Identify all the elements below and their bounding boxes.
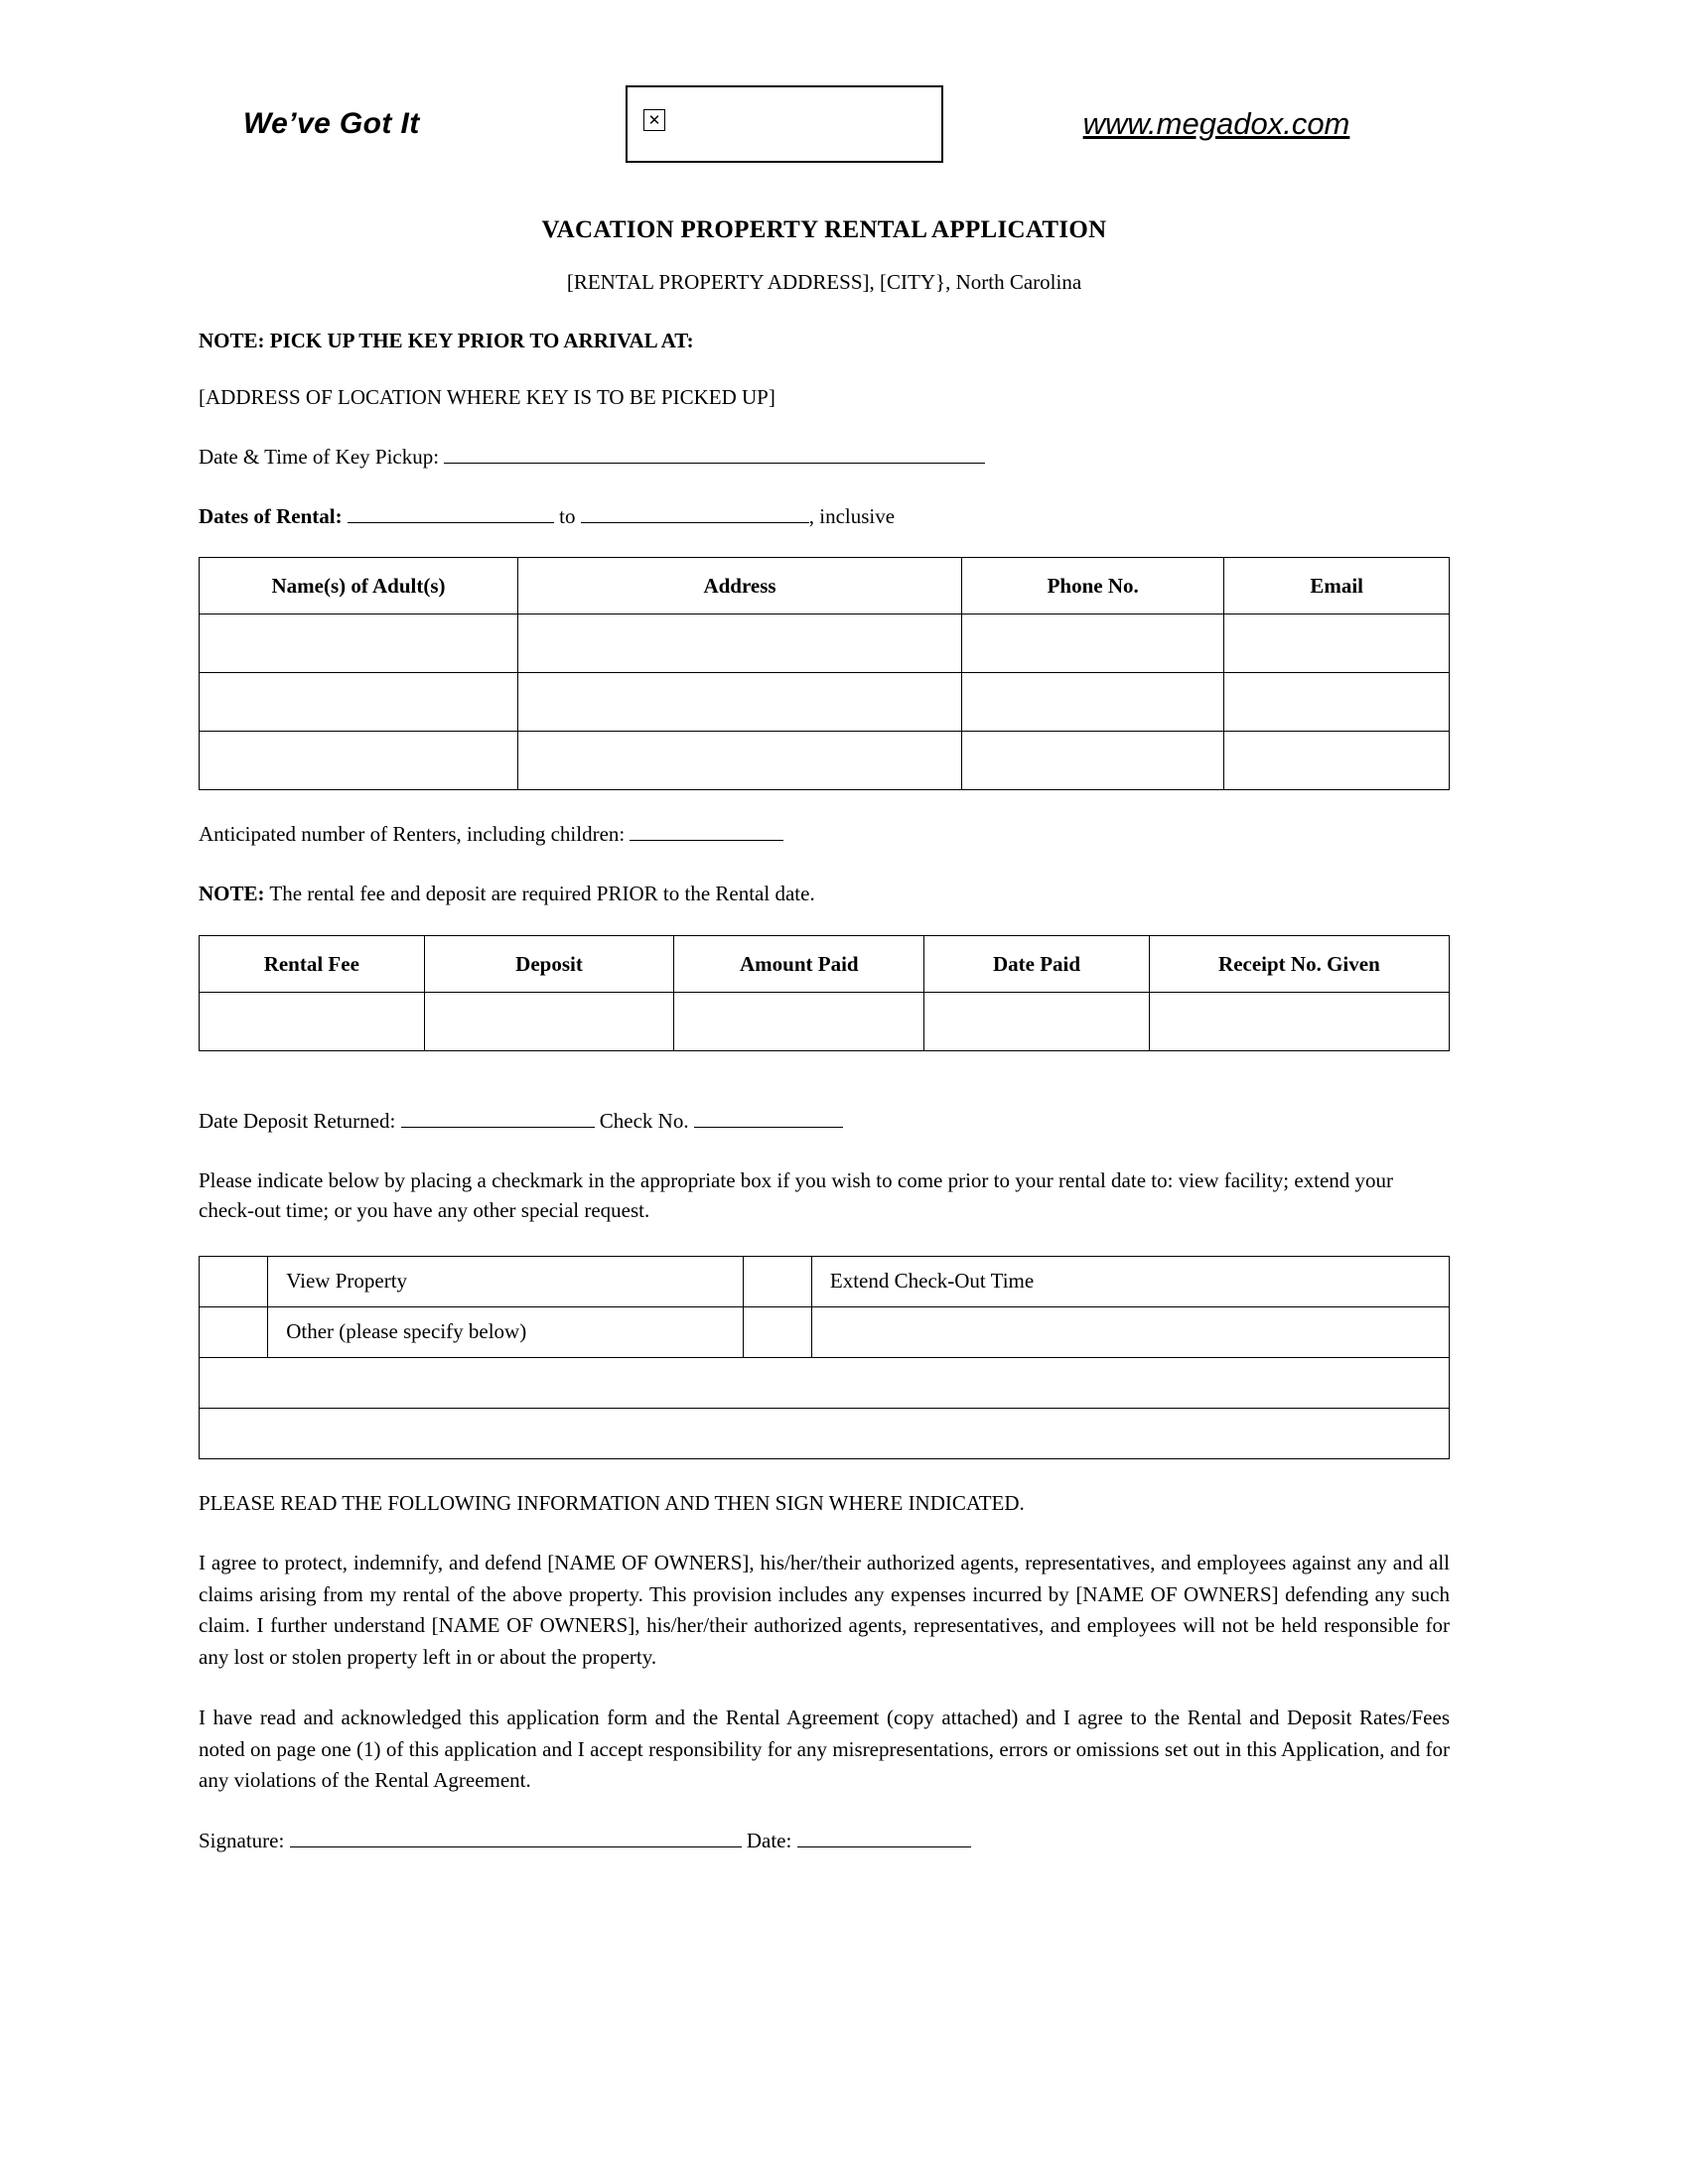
column-header-email: Email: [1224, 558, 1450, 614]
checkbox-other[interactable]: [200, 1306, 268, 1357]
dates-to-word: to: [559, 503, 576, 528]
table-row: [200, 732, 1450, 790]
key-pickup-datetime-row: [199, 443, 1450, 473]
cell-amount-paid[interactable]: [674, 993, 924, 1051]
checkbox-spare[interactable]: [743, 1306, 811, 1357]
cell-date-paid[interactable]: [924, 993, 1150, 1051]
checkbox-view-property[interactable]: [200, 1256, 268, 1306]
other-specify-line-2[interactable]: [200, 1408, 1450, 1458]
cell-address[interactable]: [518, 673, 962, 732]
column-header-amount-paid: Amount Paid: [674, 936, 924, 993]
deposit-returned-date-input[interactable]: [401, 1107, 595, 1128]
fee-note: [199, 880, 1450, 909]
renters-count-label: Anticipated number of Renters, including children:: [199, 822, 626, 847]
deposit-returned-label: Date Deposit Returned:: [199, 1109, 396, 1134]
column-header-phone: Phone No.: [961, 558, 1223, 614]
label-other: Other (please specify below): [268, 1306, 743, 1357]
page-title: VACATION PROPERTY RENTAL APPLICATION: [541, 216, 1107, 243]
table-row: [200, 673, 1450, 732]
label-extend-checkout: Extend Check-Out Time: [811, 1256, 1449, 1306]
key-pickup-note: NOTE: PICK UP THE KEY PRIOR TO ARRIVAL AT:: [199, 329, 694, 352]
table-header-row: [200, 936, 1450, 993]
website-link[interactable]: www.megadox.com: [1082, 106, 1350, 141]
renters-count-input[interactable]: [630, 821, 783, 842]
check-no-input[interactable]: [694, 1107, 843, 1128]
column-header-date-paid: Date Paid: [924, 936, 1150, 993]
column-header-rental-fee: Rental Fee: [200, 936, 425, 993]
signature-row: [199, 1827, 1450, 1856]
cell-name[interactable]: [200, 732, 518, 790]
document-content: [199, 79, 1450, 1856]
table-row: [200, 1256, 1450, 1306]
key-pickup-input[interactable]: [444, 443, 985, 464]
signature-input[interactable]: [290, 1827, 742, 1847]
renters-table: [199, 557, 1450, 790]
label-view-property: View Property: [268, 1256, 743, 1306]
special-requests-table: [199, 1256, 1450, 1459]
table-row: [200, 1357, 1450, 1408]
deposit-returned-row: [199, 1107, 1450, 1137]
column-header-deposit: Deposit: [424, 936, 674, 993]
cell-address[interactable]: [518, 732, 962, 790]
check-no-label: Check No.: [599, 1109, 689, 1134]
cell-deposit[interactable]: [424, 993, 674, 1051]
cell-phone[interactable]: [961, 614, 1223, 673]
indemnity-clause: I agree to protect, indemnify, and defend [NAME OF OWNERS], his/her/their authorized agents, representatives, and employees against any and all claims arising from my rental of the above property. This provision includes any expenses incurred by [NAME OF OWNERS] defending any such claim. I further understand [NAME OF OWNERS], his/her/their authorized agents, representatives, and employees will not be held responsible for any lost or stolen property left in or about the property.: [199, 1551, 1450, 1669]
table-row: [200, 1306, 1450, 1357]
cell-name[interactable]: [200, 614, 518, 673]
key-pickup-label: Date & Time of Key Pickup:: [199, 444, 440, 469]
other-specify-line-1[interactable]: [200, 1357, 1450, 1408]
signature-date-input[interactable]: [797, 1827, 971, 1847]
cell-phone[interactable]: [961, 673, 1223, 732]
read-sign-notice: PLEASE READ THE FOLLOWING INFORMATION AND THEN SIGN WHERE INDICATED.: [199, 1490, 1025, 1515]
rental-end-date-input[interactable]: [581, 502, 809, 523]
acknowledgement-clause: I have read and acknowledged this application form and the Rental Agreement (copy attached) and I agree to the Rental and Deposit Rates/Fees noted on page one (1) of this application and I accept responsibility for any misrepresentations, errors or omissions set out in this Application, and for any violations of the Rental Agreement.: [199, 1706, 1450, 1793]
cell-email[interactable]: [1224, 614, 1450, 673]
column-header-receipt-no: Receipt No. Given: [1149, 936, 1449, 993]
cell-email[interactable]: [1224, 673, 1450, 732]
table-row: [200, 993, 1450, 1051]
column-header-names: Name(s) of Adult(s): [200, 558, 518, 614]
logo-placeholder-box: [626, 85, 943, 163]
cell-email[interactable]: [1224, 732, 1450, 790]
signature-label: Signature:: [199, 1828, 285, 1852]
table-header-row: [200, 558, 1450, 614]
cell-name[interactable]: [200, 673, 518, 732]
cell-receipt-no[interactable]: [1149, 993, 1449, 1051]
key-pickup-address: [ADDRESS OF LOCATION WHERE KEY IS TO BE PICKED UP]: [199, 385, 775, 409]
document-header: [199, 79, 1450, 169]
table-row: [200, 614, 1450, 673]
dates-of-rental-row: [199, 502, 1450, 532]
checkmark-instructions: Please indicate below by placing a checkmark in the appropriate box if you wish to come prior to your rental date to: view facility; extend your check-out time; or you have any other special request.: [199, 1167, 1394, 1222]
signature-date-label: Date:: [746, 1828, 792, 1852]
fee-note-lead: NOTE:: [199, 882, 265, 906]
cell-phone[interactable]: [961, 732, 1223, 790]
checkbox-extend-checkout[interactable]: [743, 1256, 811, 1306]
fee-note-text: The rental fee and deposit are required PRIOR to the Rental date.: [264, 882, 815, 906]
dates-of-rental-label: Dates of Rental:: [199, 503, 343, 528]
fees-table: [199, 935, 1450, 1051]
renters-count-row: [199, 820, 1450, 850]
dates-inclusive-word: , inclusive: [808, 503, 896, 528]
table-row: [200, 1408, 1450, 1458]
cell-address[interactable]: [518, 614, 962, 673]
rental-start-date-input[interactable]: [348, 502, 554, 523]
column-header-address: Address: [518, 558, 962, 614]
label-spare: [811, 1306, 1449, 1357]
broken-image-icon: ✕: [643, 109, 665, 131]
brand-tagline: We’ve Got It: [243, 107, 420, 140]
page-subtitle: [RENTAL PROPERTY ADDRESS], [CITY}, North Carolina: [566, 270, 1082, 294]
cell-rental-fee[interactable]: [200, 993, 425, 1051]
